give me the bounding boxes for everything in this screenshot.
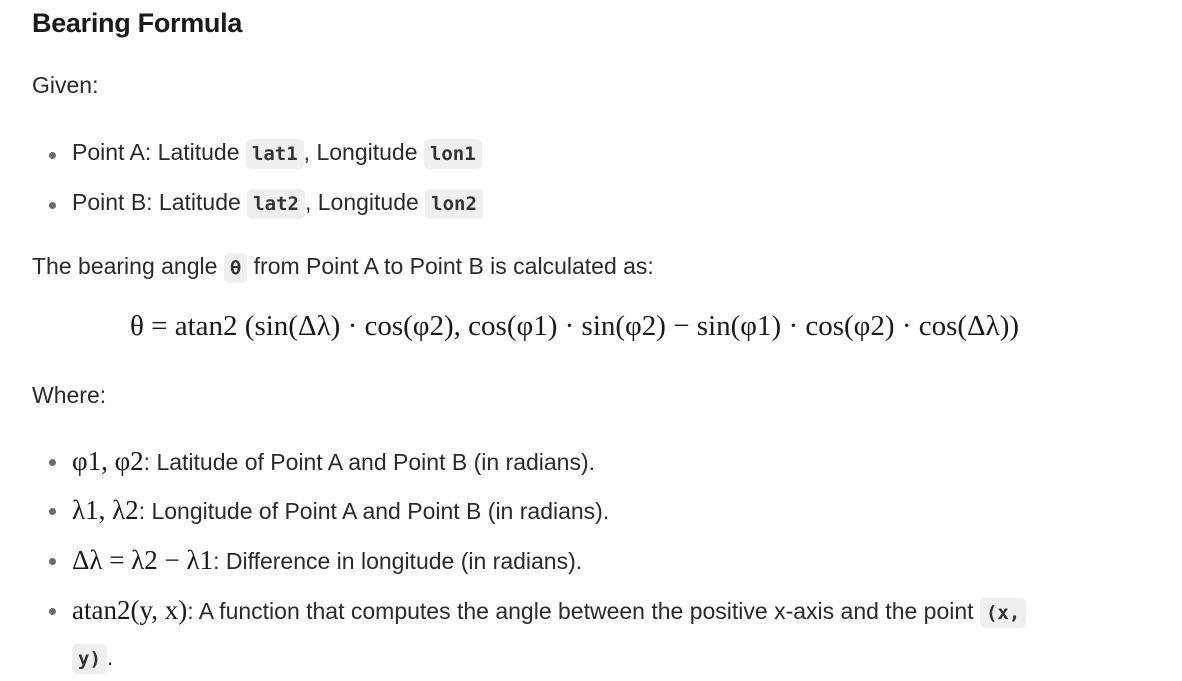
bullet-dot — [49, 459, 56, 466]
code-lat1: lat1 — [246, 139, 304, 169]
bearing-sentence: The bearing angle θ from Point A to Point B is calculated as: — [32, 253, 654, 280]
math-atan2: atan2(y, x) — [72, 595, 188, 625]
given-label: Given: — [32, 72, 99, 98]
code-lon1: lon1 — [424, 139, 482, 169]
bullet-dot — [49, 202, 56, 209]
bullet-dot — [49, 152, 56, 159]
code-theta: θ — [224, 253, 247, 283]
code-lon2: lon2 — [425, 189, 483, 219]
sentence-end: . — [106, 644, 114, 670]
point-label: Point B: Latitude — [72, 189, 248, 215]
code-point-xy-end: y) — [72, 644, 107, 674]
where-text: : A function that computes the angle between the positive x-axis and the point — [187, 598, 980, 624]
math-lambda: λ1, λ2 — [72, 495, 139, 525]
longitude-label: , Longitude — [303, 139, 424, 165]
formula-text: θ = atan2 (sin(Δλ) · cos(φ2), cos(φ1) · sin(φ2) − sin(φ1) · cos(φ2) · cos(Δλ)) — [130, 310, 1020, 342]
where-text: : Longitude of Point A and Point B (in radians). — [138, 498, 610, 524]
code-point-xy-start: (x, — [980, 598, 1026, 628]
longitude-label: , Longitude — [304, 189, 426, 215]
math-phi: φ1, φ2 — [72, 446, 144, 476]
code-lat2: lat2 — [247, 189, 305, 219]
where-label: Where: — [32, 382, 107, 408]
bullet-dot — [49, 558, 56, 565]
math-delta-lambda: Δλ = λ2 − λ1 — [72, 545, 214, 575]
bullet-dot — [49, 608, 56, 615]
where-text: : Latitude of Point A and Point B (in radians). — [143, 449, 596, 475]
point-label: Point A: Latitude — [72, 139, 246, 165]
page-title: Bearing Formula — [32, 8, 243, 38]
where-text: : Difference in longitude (in radians). — [213, 548, 583, 574]
bullet-dot — [49, 508, 56, 515]
bearing-formula — [130, 310, 1019, 343]
